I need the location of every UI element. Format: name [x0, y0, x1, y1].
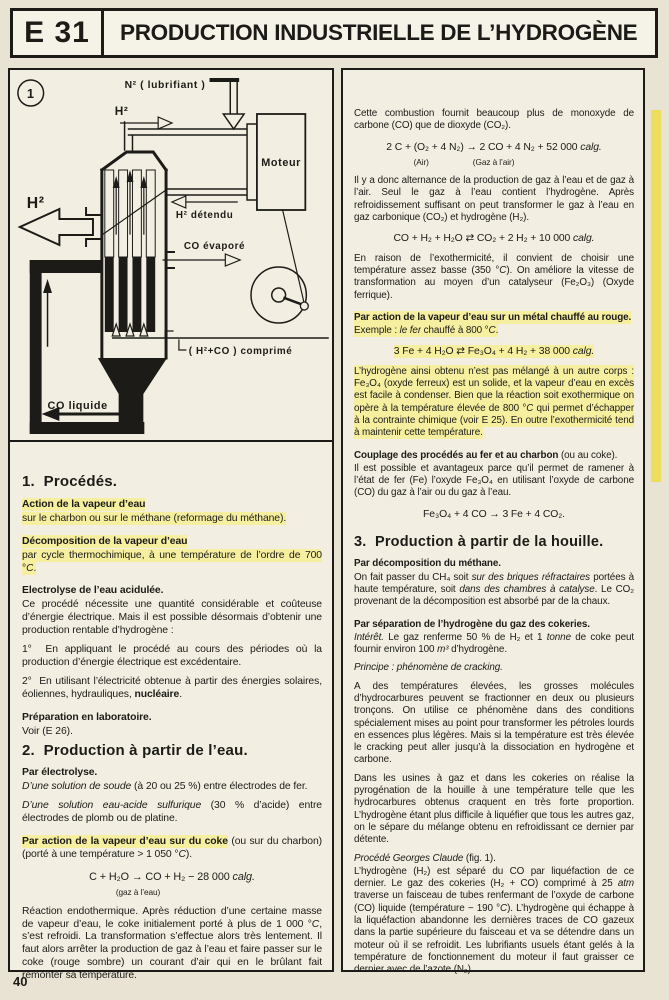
separator-diagonal — [102, 190, 166, 235]
figure-number: 1 — [26, 85, 35, 102]
n2-inlet-pipe — [211, 80, 244, 129]
heading-metal-chauffe: Par action de la vapeur d’eau sur un métal chauffé au rouge. — [354, 311, 632, 323]
paragraph-decomposition: par cycle thermochimique, à une température de l’ordre de 700 °C. — [22, 549, 322, 574]
equation-reduction-oxyde: Fe₃O₄ + 4 CO → 3 Fe + 4 CO₂. — [423, 508, 565, 520]
paragraph-1deg: 1° En appliquant le procédé au cours des périodes où la production d’énergie électrique est excédentaire. — [22, 644, 322, 668]
h2-out-arrow-icon — [20, 209, 93, 245]
paragraph-methane: On fait passer du CH₄ soit sur des briques réfractaires portées à haute température, soit dans des chambres à catalyse. Le CO₂ provenant de la décomposition est absorbé par de la chaux. — [354, 571, 634, 608]
header-title-box — [101, 8, 658, 58]
heading-par-electrolyse: Par électrolyse. — [22, 767, 98, 779]
hydrogen-apparatus-diagram — [10, 70, 332, 440]
right-column — [343, 70, 643, 977]
riser-up-arrow-icon — [43, 279, 52, 346]
heading-separation-cokeries: Par séparation de l’hydrogène du gaz des cokeries. — [354, 618, 590, 630]
page-number: 40 — [13, 974, 28, 989]
paragraph-principe-cracking: Principe : phénomène de cracking. — [354, 662, 503, 674]
paragraph-interet: Intérêt. Le gaz renferme 50 % de H₂ et 1 tonne de coke peut fournir environ 100 m³ d’hydrogène. — [354, 631, 634, 656]
section-1-title: 1. Procédés. — [22, 473, 118, 490]
section-2-title: 2. Production à partir de l’eau. — [22, 741, 248, 759]
pipe-to-motor — [129, 129, 248, 135]
header-code-box — [10, 8, 104, 58]
label-h2-detendu: H² détendu — [175, 209, 234, 222]
paragraph-soude: D’une solution de soude (à 20 ou 25 %) entre électrodes de fer. — [22, 781, 308, 793]
vessel-funnel — [98, 358, 167, 426]
annotation-air: (Air) — [413, 156, 429, 167]
h2-detendu-arrow-icon — [172, 196, 237, 208]
equation-annotations — [324, 156, 604, 168]
label-moteur: Moteur — [261, 156, 302, 170]
heading-decomposition: Décomposition de la vapeur d’eau — [22, 535, 188, 547]
header-code: E 31 — [24, 16, 90, 49]
paragraph-procede-claude: L’hydrogène (H₂) est séparé du CO par liquéfaction de ce dernier. Le gaz des cokeries (H₂ + CO) comprimé à 25 atm traverse un faisceau de tubes renfermant de l’oxyde de carbone (CO) liquide (température − 190 °C). L’hydrogène qui échappe à la liquéfaction abandonne les dernières traces de CO gazeux dans la partie supérieure du faisceau et va se détendre dans un moteur où il se refroidit. Les lubrifiants usuels étant gelés à la température de fonctionnement du moteur il faut graisser ce dernier avec de l’azote (N₂). — [354, 865, 634, 976]
equation-conversion: CO + H₂ + H₂O ⇄ CO₂ + 2 H₂ + 10 000 calg. — [393, 233, 595, 245]
paragraph-alternance: Il y a donc alternance de la production de gaz à l’eau et de gaz à l’air. Seul le gaz à l’eau contient l’hydrogène. Après refroidissement suffisant on peut transformer le gaz à l’eau en gaz carbonique (CO₂) et hydrogène (H₂). — [354, 175, 634, 224]
right-panel — [341, 68, 645, 976]
equation-note: (gaz à l’eau) — [115, 886, 161, 897]
gas-up-arrow-icon — [112, 324, 148, 336]
equation-gaz-a-leau: C + H₂O → CO + H₂ − 28 000 calg. — [89, 870, 255, 883]
paragraph-2deg: 2° En utilisant l’électricité obtenue à partir des énergies solaires, éoliennes, hydrauliques, nucléaire. — [22, 675, 322, 700]
label-n2: N² ( lubrifiant ) — [124, 79, 206, 92]
heading-preparation-labo: Préparation en laboratoire. — [22, 711, 152, 723]
label-h2co: ( H²+CO ) comprimé — [188, 345, 293, 358]
heading-procede-claude: Procédé Georges Claude (fig. 1). — [354, 852, 496, 864]
paragraph-usines-gaz: Dans les usines à gaz et dans les cokeries on réalise la pyrogénation de la houille à une température telle que les hydrocarbures obtenus craquent en très forte proportion. L’hydrogène étant plus difficile à liquéfier que tous les autres gaz, on le sépare du mélange obtenu en refroidissant ce dernier par détente. — [354, 772, 634, 846]
n2-down-arrow-icon — [223, 114, 244, 129]
paragraph-voir: Voir (E 26). — [22, 725, 73, 737]
section-3-title: 3. Production à partir de la houille. — [354, 534, 604, 551]
pipe-bracket — [179, 340, 186, 350]
figure-1 — [10, 70, 332, 442]
equation-gaz-a-lair: 2 C + (O₂ + 4 N₂) → 2 CO + 4 N₂ + 52 000 calg. — [386, 141, 602, 153]
heading-action-vapeur: Action de la vapeur d’eau — [22, 498, 146, 510]
paragraph-action: sur le charbon ou sur le méthane (reformage du méthane). — [22, 512, 287, 524]
label-co-evapore: CO évaporé — [183, 240, 246, 253]
page-edge-tab — [651, 110, 661, 482]
paragraph-hydrogene-obtenu: L’hydrogène ainsi obtenu n’est pas mélangé à un autre corps : Fe₃O₄ (oxyde ferreux) est un solide, et la vapeur d’eau en excès est facile à condenser. Bien que la réaction soit exothermique on opère à la température élevée de 800 °C qui permet d’échapper à la contrainte chimique (voir E 25). En outre l’exothermicité tend à maintenir cette température. — [354, 365, 635, 439]
page-title: PRODUCTION INDUSTRIELLE DE L’HYDROGÈNE — [120, 20, 638, 45]
h2-top-arrow-icon — [121, 117, 172, 129]
label-h2-top: H² — [114, 103, 129, 119]
pipe-from-motor — [166, 189, 247, 195]
heading-electrolyse-acidulee: Electrolyse de l’eau acidulée. — [22, 585, 164, 597]
label-co-liquide: CO liquide — [47, 399, 108, 413]
co-evapore-arrow-icon — [163, 254, 240, 266]
paragraph-combustion: Cette combustion fournit beaucoup plus de monoxyde de carbone (CO) que de dioxyde (CO₂). — [354, 108, 634, 132]
paragraph-sulfurique: D’une solution eau-acide sulfurique (30 % d’acide) entre électrodes de plomb ou de platine. — [22, 800, 322, 825]
equation-fer-vapeur: 3 Fe + 4 H₂O ⇄ Fe₃O₄ + 4 H₂ + 38 000 calg. — [393, 346, 595, 358]
paragraph-electrolyse: Ce procédé nécessite une quantité considérable et coûteuse d’énergie électrique. Mais il est possible désormais d’obtenir une production rentable d’hydrogène : — [22, 599, 322, 637]
drive-rod — [283, 210, 305, 304]
paragraph-cracking: A des températures élevées, les grosses molécules d’hydrocarbures peuvent se fractionner en deux ou plusieurs tronçons. On utilise ce phénomène dans des conditions spécialement mises au point pour transformer les pétroles lourds en essences plus légères. Mais si la température est très élevée le cracking peut aller jusqu’à la dissociation en hydrogène et carbone. — [354, 680, 634, 766]
heading-couplage: Couplage des procédés au fer et au charbon (ou au coke). — [354, 449, 618, 461]
paragraph-couplage: Il est possible et avantageux parce qu’il permet de ramener à l’état de fer (Fe) l’oxyde Fe₃O₄ en utilisant l’oxyde de carbone (CO) du gaz à l’air ou du gaz à l’eau. — [354, 462, 634, 499]
annotation-gaz-air: (Gaz à l’air) — [472, 156, 515, 167]
heading-vapeur-coke: Par action de la vapeur d’eau sur du coke (ou sur du charbon) (porté à une température > 1 050 °C). — [22, 836, 322, 860]
label-h2-out: H² — [26, 194, 45, 213]
paragraph-reaction-endothermique: Réaction endothermique. Après réduction d’une certaine masse de vapeur d’eau, le coke initialement porté à plus de 1 000 °C, s’est refroidi. La transformation s’effectue alors très lentement. Il faut alors arrêter la production de gaz à l’eau et faire passer sur le coke (rouge sombre) un courant d’air qui en le brûlant fait remonter sa température. — [22, 905, 322, 982]
paragraph-exemple-fer: Exemple : le fer chauffé à 800 °C. — [354, 325, 499, 337]
heading-decomposition-methane: Par décomposition du méthane. — [354, 558, 501, 570]
paragraph-exothermicite: En raison de l’exothermicité, il convient de choisir une température assez basse (350 °C). On améliore la vitesse de transformation au moyen d’un catalyseur (Fe₂O₃) (Oxyde ferrique). — [354, 252, 635, 301]
left-column — [10, 442, 332, 983]
flywheel — [251, 267, 308, 323]
